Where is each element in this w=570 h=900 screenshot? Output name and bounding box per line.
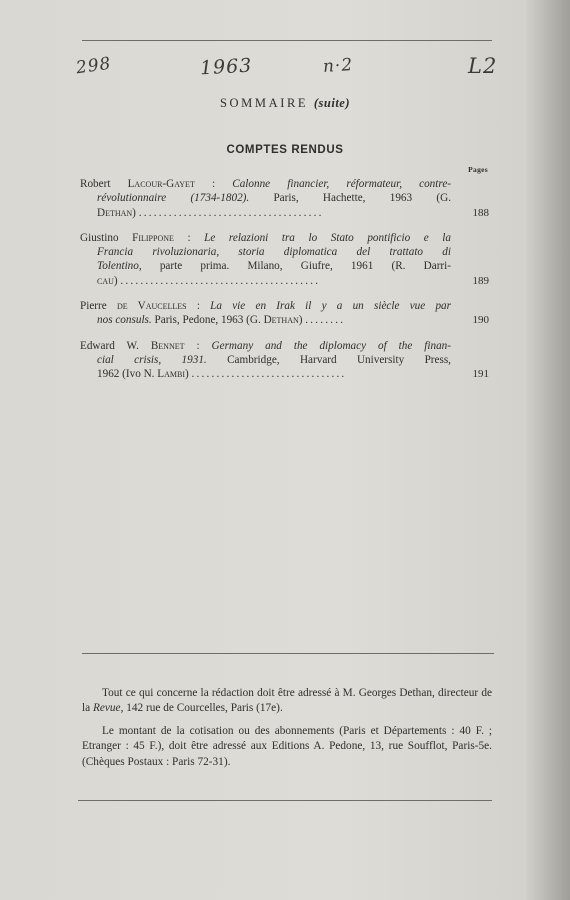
author-first: Edward W. (80, 339, 139, 352)
publication-info: parte prima. Milano, Giufre, 1961 (R. Darri- (141, 260, 451, 273)
author-last: de Vaucelles (116, 300, 187, 313)
reviewer: Lambi) (157, 368, 189, 381)
publication-info: Paris, Hachette, 1963 (G. (249, 192, 451, 205)
middle-rule (82, 653, 494, 654)
book-title-cont: Tolentino, (97, 260, 142, 273)
review-entry: Pierre de Vaucelles : La vie en Irak il y a un siècle vue par nos consuls. Paris, Pedone, 1963 (G. Dethan) ........ 190 (80, 300, 489, 327)
book-title: Le relazioni tra lo Stato pontificio e la (204, 231, 452, 244)
page-number: 188 (472, 206, 489, 219)
book-title: Calonne financier, réformateur, contre- (232, 178, 452, 190)
book-title-cont: cial crisis, 1931. (97, 353, 207, 366)
sommaire-heading (0, 96, 570, 111)
book-title: La vie en Irak il y a un siècle vue par (210, 300, 451, 313)
book-title-cont: nos consuls. (97, 314, 152, 327)
review-entry: Giustino Filippone : Le relazioni tra lo Stato pontificio e la Francia rivoluzionaria, storia diplomatica del trattato di Tolentino, parte prima. Milano, Giufre, 1961 (R. Darri- cau) ........................................ 189 (80, 231, 489, 287)
sommaire-suite: (suite) (313, 96, 351, 110)
author-first: Pierre (80, 300, 107, 313)
reviewer: cau) (97, 274, 118, 287)
reviewer: Dethan) (263, 314, 303, 327)
page-number: 191 (472, 368, 489, 381)
editorial-notice (82, 686, 492, 777)
page-number: 189 (472, 274, 489, 287)
reviewer: Dethan) (97, 206, 136, 219)
author-last: Filippone (132, 231, 174, 244)
handwritten-note-1: 298 (74, 53, 113, 79)
review-entry: Edward W. Bennet : Germany and the diplomacy of the finan- cial crisis, 1931. Cambridge, Harvard University Press, 1962 (Ivo N. Lambi) ............................... 191 (80, 339, 489, 381)
author-first: Robert (80, 178, 111, 190)
pages-column-label: Pages (468, 165, 488, 174)
bottom-rule (78, 800, 492, 801)
section-title: COMPTES RENDUS (226, 144, 344, 156)
review-list (80, 177, 489, 393)
author-last: Bennet (150, 339, 185, 352)
notice-paragraph-editorial (82, 686, 492, 717)
book-title-cont: Francia rivoluzionaria, storia diplomatica del trattato di (97, 246, 451, 259)
handwritten-note-4: L2 (468, 54, 498, 78)
sommaire-title: SOMMAIRE (219, 96, 309, 110)
handwritten-note-2: 1963 (199, 54, 253, 80)
top-rule (82, 40, 492, 41)
notice-paragraph-subscription: Le montant de la cotisation ou des abonnements (Paris et Départements : 40 F. ; Etranger : 45 F.), doit être adressé aux Editions A. Pedone, 13, rue Soufflot, Paris-5e. (Chèques Postaux : Paris 72-31). (82, 724, 492, 768)
publication-info: Cambridge, Harvard University Press, (206, 353, 451, 366)
book-title: Germany and the diplomacy of the finan- (211, 339, 452, 352)
publication-year: 1962 (Ivo N. (97, 368, 158, 381)
review-entry: Robert Lacour-Gayet : Calonne financier, réformateur, contre- révolutionnaire (1734-1802). Paris, Hachette, 1963 (G. Dethan) ..................................... 188 (80, 178, 489, 219)
notice-text: Tout ce qui concerne la rédaction doit être adressé à M. Georges Dethan, directeur de la (82, 687, 492, 715)
book-title-cont: révolutionnaire (1734-1802). (97, 192, 250, 205)
notice-revue: Revue, (92, 702, 124, 715)
author-last: Lacour-Gayet (127, 178, 195, 190)
notice-address: 142 rue de Courcelles, Paris (17e). (123, 702, 283, 715)
publication-info: Paris, Pedone, 1963 (G. (151, 314, 264, 327)
handwritten-note-3: n·2 (322, 54, 354, 78)
page-number: 190 (472, 314, 489, 327)
author-first: Giustino (80, 231, 119, 244)
